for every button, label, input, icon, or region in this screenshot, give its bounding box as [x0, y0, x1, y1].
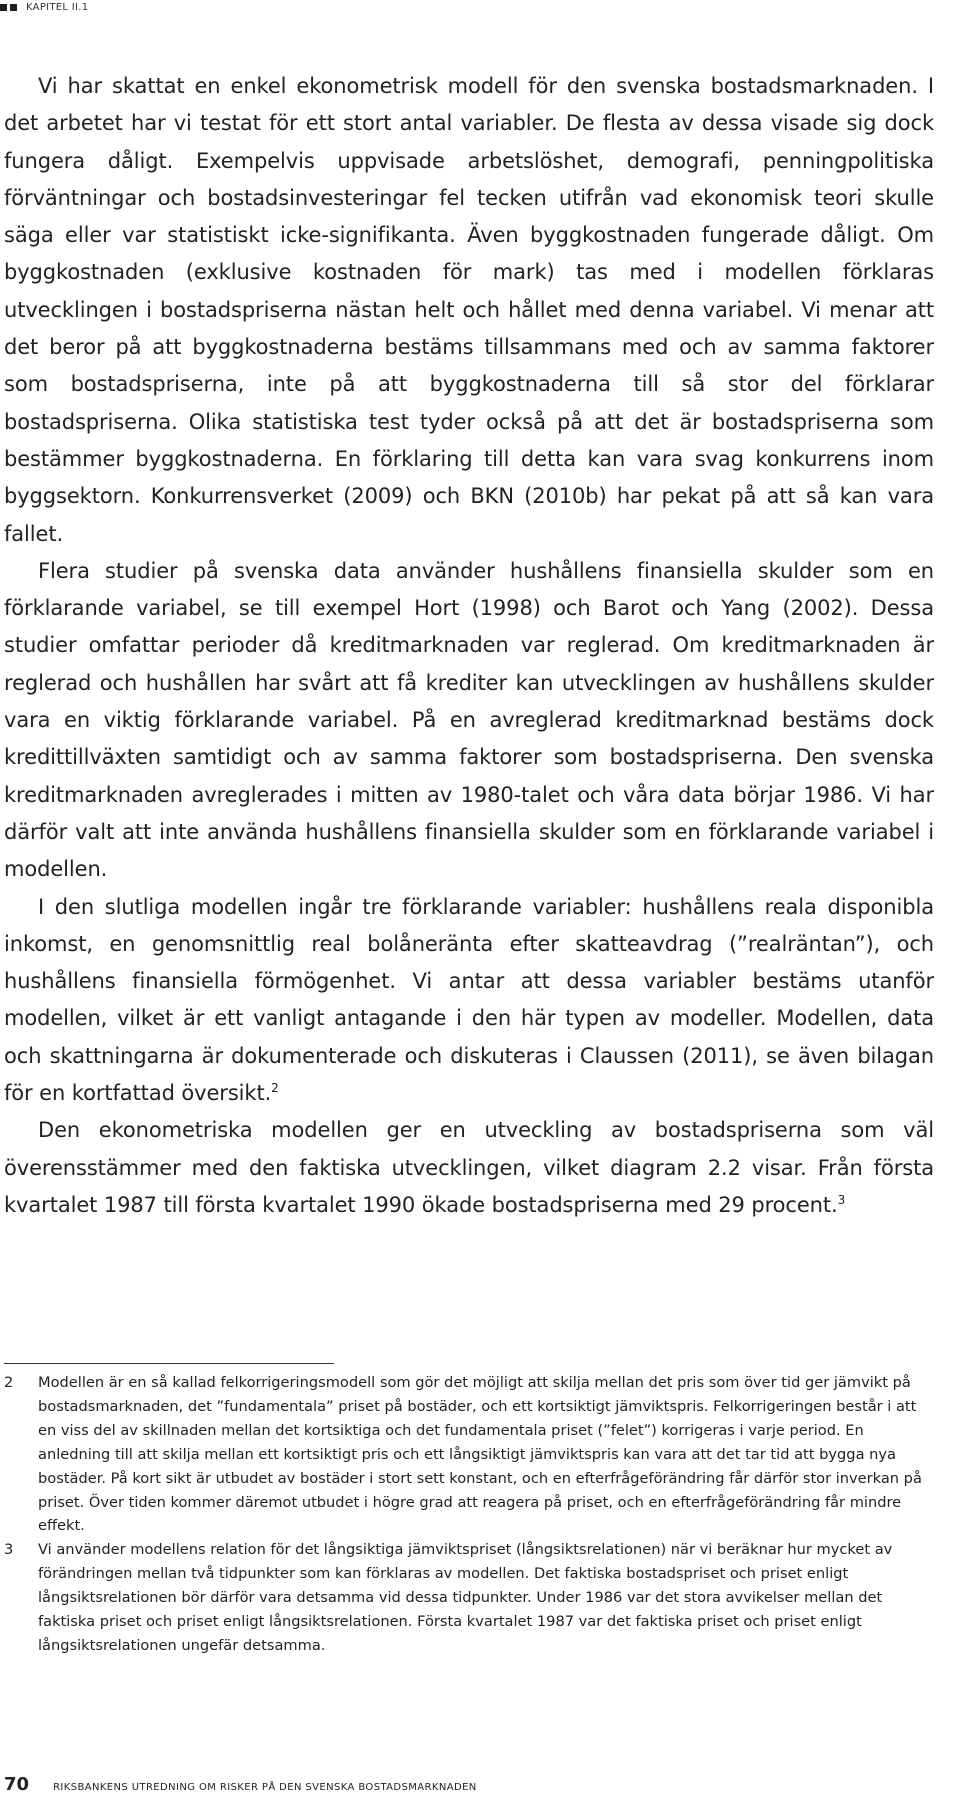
running-head: RIKSBANKENS UTREDNING OM RISKER PÅ DEN SVENSKA BOSTADSMARKNADEN	[53, 1782, 477, 1793]
footnote-text: Modellen är en så kallad felkorrigeringsmodell som gör det möjligt att skilja mellan det pris som över tid ger jämvikt på bostadsmarknaden, det ”fundamentala” priset på bostäder, och ett kortsiktigt jämviktspris. Felkorrigeringen består i att en viss del av skillnaden mellan det kortsiktiga och det fundamentala priset (”felet”) korrigeras i varje period. En anledning till att skilja mellan ett kortsiktigt pris och ett långsiktigt jämviktspris kan vara att det tar tid att bygga nya bostäder. På kort sikt är utbudet av bostäder i stort sett konstant, och en efterfrågeförändring får därför stor inverkan på priset. Över tiden kommer däremot utbudet i högre grad att reagera på priset, och en efterfrågeförändring får mindre effekt.	[38, 1374, 922, 1535]
paragraph-text: Den ekonometriska modellen ger en utveckling av bostadspriserna som väl överensstämmer med den faktiska utvecklingen, vilket diagram 2.2 visar. Från första kvartalet 1987 till första kvartalet 1990 ökade bostadspriserna med 29 procent.	[4, 1118, 934, 1217]
paragraph-text: I den slutliga modellen ingår tre förklarande variabler: hushållens reala disponibla inkomst, en genomsnittlig real bolåneränta efter skatteavdrag (”realräntan”), och hushållens finansiella förmögenhet. Vi antar att dessa variabler bestäms utanför modellen, vilket är ett vanligt antagande i den här typen av modeller. Modellen, data och skattningarna är dokumenterade och diskuteras i Claussen (2011), se även bilagan för en kortfattad översikt.	[4, 894, 934, 1106]
footnote	[4, 1371, 930, 1538]
paragraph: Flera studier på svenska data använder hushållens finansiella skulder som en förklarande variabel, se till exempel Hort (1998) och Barot och Yang (2002). Dessa studier omfattar perioder då kreditmarknaden var reglerad. Om kreditmarknaden är reglerad och hushållen har svårt att få krediter kan utvecklingen av hushållens skulder vara en viktig förklarande variabel. På en avreglerad kreditmarknad bestäms dock kredittillväxten samtidigt och av samma faktorer som bostadspriserna. Den svenska kreditmarknaden avreglerades i mitten av 1980-talet och våra data börjar 1986. Vi har därför valt att inte använda hushållens finansiella skulder som en förklarande variabel i modellen.	[4, 558, 934, 882]
paragraph	[4, 889, 934, 1113]
footnote	[4, 1538, 930, 1658]
paragraph	[4, 1112, 934, 1224]
footnote-ref[interactable]: 2	[271, 1081, 279, 1096]
chapter-label: KAPITEL II.1	[26, 1, 89, 13]
footnote-divider	[4, 1363, 334, 1364]
footnote-number: 3	[4, 1541, 14, 1559]
chapter-header	[0, 0, 88, 14]
footnotes	[4, 1371, 930, 1658]
footnote-ref[interactable]: 3	[837, 1192, 846, 1207]
header-square-icon	[0, 4, 7, 11]
page-footer	[4, 1774, 477, 1795]
header-square-icon	[10, 4, 17, 11]
footnote-text: Vi använder modellens relation för det långsiktiga jämviktspriset (långsiktsrelationen) när vi beräknar hur mycket av förändringen mellan två tidpunkter som kan förklaras av modellen. Det faktiska bostadspriset och priset enligt långsiktsrelationen bör därför vara detsamma vid dessa tidpunkter. Under 1986 var det stora avvikelser mellan det faktiska priset och priset enligt långsiktsrelationen. Första kvartalet 1987 var det faktiska priset och priset enligt långsiktsrelationen ungefär detsamma.	[38, 1541, 893, 1654]
footnote-number: 2	[4, 1374, 14, 1391]
paragraph: Vi har skattat en enkel ekonometrisk modell för den svenska bostadsmarknaden. I det arbetet har vi testat för ett stort antal variabler. De flesta av dessa visade sig dock fungera dåligt. Exempelvis uppvisade arbetslöshet, demografi, penningpolitiska förväntningar och bostadsinvesteringar fel tecken utifrån vad ekonomisk teori skulle säga eller var statistiskt icke-signifikanta. Även byggkostnaden fungerade dåligt. Om byggkostnaden (exklusive kostnaden för mark) tas med i modellen förklaras utvecklingen i bostadspriserna nästan helt och hållet med denna variabel. Vi menar att det beror på att byggkostnaderna bestäms tillsammans med och av samma faktorer som bostadspriserna, inte på att byggkostnaderna till så stor del förklarar bostadspriserna. Olika statistiska test tyder också på att det är bostadspriserna som bestämmer byggkostnaderna. En förklaring till detta kan vara svag konkurrens inom byggsektorn. Konkurrensverket (2009) och BKN (2010b) har pekat på att så kan vara fallet.	[4, 74, 934, 546]
body-text	[4, 68, 934, 1224]
page-number: 70	[4, 1774, 30, 1795]
